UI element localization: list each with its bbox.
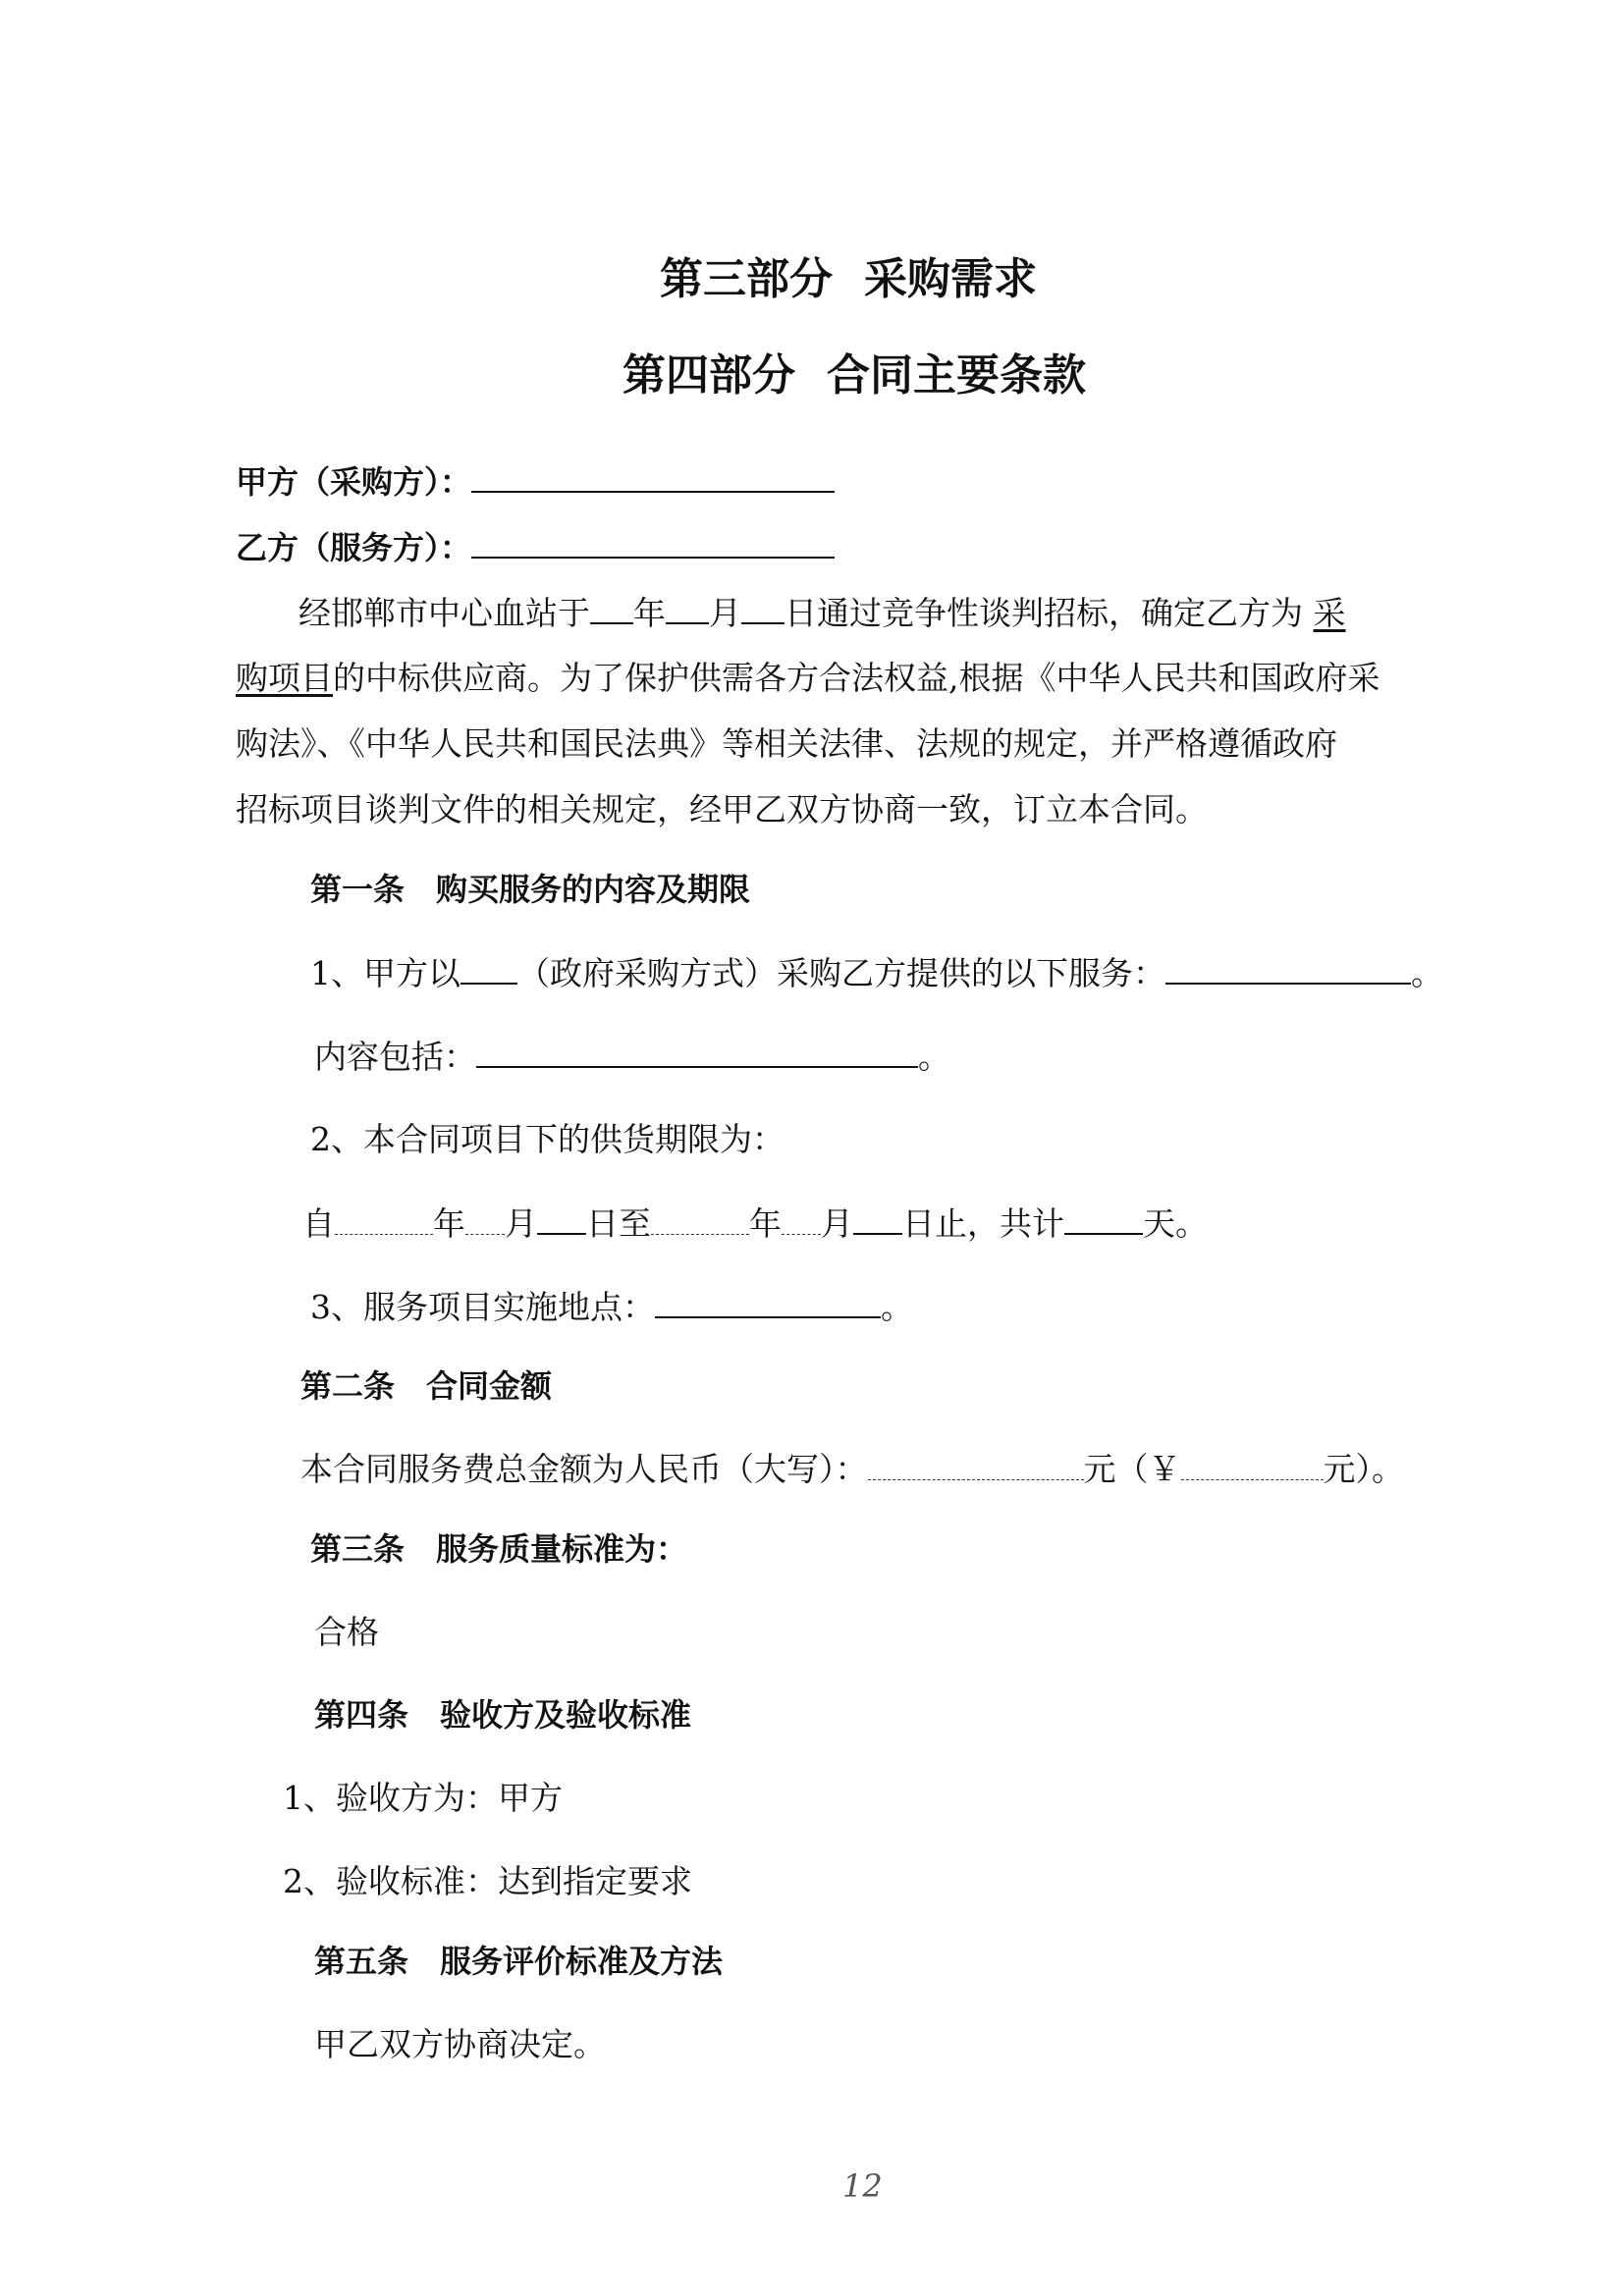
page-number: 12 [842,2167,883,2205]
article-title: 验收方及验收标准 [440,1696,692,1734]
intro-month: 月 [709,594,741,632]
item-text: 2、本合同项目下的供货期限为： [310,1120,785,1158]
art1-item2 [310,1120,785,1159]
item-text: 1、验收方为：甲方 [283,1779,563,1817]
end-year-blank[interactable] [651,1204,749,1235]
article-5-heading [314,1942,723,1981]
total-days-blank[interactable] [1064,1203,1143,1235]
location-blank[interactable] [655,1287,881,1318]
art1-item3 [310,1287,913,1327]
part3-title [660,253,1037,306]
item-text: （政府采购方式）采购乙方提供的以下服务： [517,954,1165,992]
art1-period-line [302,1203,1208,1244]
article-1-heading [310,870,750,909]
article-2-heading [300,1366,552,1406]
project-name-part2: 购项目 [236,659,333,697]
party-a-label: 甲方（采购方）： [236,463,472,501]
article-number: 第三条 [310,1530,406,1568]
intro-text: 经邯郸市中心血站于 [298,594,590,632]
intro-year: 年 [633,594,666,632]
end-month-blank[interactable] [782,1204,821,1235]
art2-amount [300,1450,1404,1489]
amount-text: 元（￥ [1083,1450,1181,1488]
amount-figures-blank[interactable] [1181,1450,1324,1480]
part4-name: 合同主要条款 [827,350,1086,400]
article-title: 服务评价标准及方法 [440,1943,724,1980]
quality-standard: 合格 [314,1613,379,1651]
party-b-line [236,527,835,567]
party-b-label: 乙方（服务方）： [236,529,472,566]
art5-value [314,2025,606,2064]
content-label: 内容包括： [314,1038,476,1076]
intro-line-1 [298,593,1346,633]
art1-content [314,1037,950,1077]
item-text: 日至 [586,1204,651,1243]
part4-label: 第四部分 [623,350,795,400]
party-b-blank[interactable] [471,527,835,559]
start-year-blank[interactable] [335,1204,433,1235]
article-title: 合同金额 [426,1367,553,1405]
start-day-blank[interactable] [537,1203,586,1235]
item-text: 年 [433,1204,465,1243]
item-text: 月 [505,1204,537,1243]
item-text: 自 [302,1204,335,1243]
item-text: 3、服务项目实施地点： [310,1288,655,1326]
intro-line-2 [236,659,1380,698]
item-text: 。 [1411,954,1443,992]
item-text: 1、甲方以 [310,954,460,992]
part3-label: 第三部分 [660,254,833,304]
evaluation-method: 甲乙双方协商决定。 [314,2025,606,2063]
start-month-blank[interactable] [465,1204,505,1235]
part4-title [623,349,1086,402]
intro-day-blank[interactable] [741,593,785,624]
item-text: 年 [749,1204,782,1243]
article-title: 服务质量标准为： [436,1530,688,1568]
item-text: 日止，共计 [902,1204,1064,1243]
item-text: 月 [821,1204,853,1243]
end-day-blank[interactable] [853,1203,902,1235]
intro-text: 购法》、《中华人民共和国民法典》等相关法律、法规的规定，并严格遵循政府 [236,724,1337,763]
intro-text: 日通过竞争性谈判招标，确定乙方为 [785,594,1303,632]
procurement-method-blank[interactable] [460,953,517,985]
intro-line-3 [236,724,1337,764]
project-name-part1: 采 [1313,594,1346,632]
item-text: 。 [881,1288,913,1326]
article-4-heading [314,1695,691,1735]
art4-item1 [283,1779,563,1818]
amount-words-blank[interactable] [868,1450,1084,1480]
article-number: 第二条 [300,1367,396,1405]
intro-text: 招标项目谈判文件的相关规定，经甲乙双方协商一致，订立本合同。 [236,790,1208,828]
item-text: 天。 [1143,1204,1208,1243]
art4-item2 [283,1862,692,1901]
intro-year-blank[interactable] [590,593,633,624]
item-text: 2、验收标准：达到指定要求 [283,1862,692,1900]
party-a-line [236,461,835,502]
amount-text: 元）。 [1323,1450,1404,1488]
article-number: 第五条 [314,1943,409,1980]
article-number: 第一条 [310,871,406,908]
item-text: 。 [918,1038,950,1076]
party-a-blank[interactable] [471,461,835,493]
service-blank[interactable] [1165,953,1411,985]
art3-value [314,1613,379,1652]
article-number: 第四条 [314,1696,409,1734]
content-blank[interactable] [476,1037,918,1068]
part3-name: 采购需求 [864,254,1037,304]
intro-line-4 [236,790,1208,829]
article-title: 购买服务的内容及期限 [436,871,751,908]
intro-text: 的中标供应商。为了保护供需各方合法权益,根据《中华人民共和国政府采 [333,659,1380,697]
intro-month-blank[interactable] [666,593,709,624]
art1-item1 [310,953,1443,993]
article-3-heading [310,1529,687,1569]
amount-text: 本合同服务费总金额为人民币（大写）： [300,1450,868,1488]
